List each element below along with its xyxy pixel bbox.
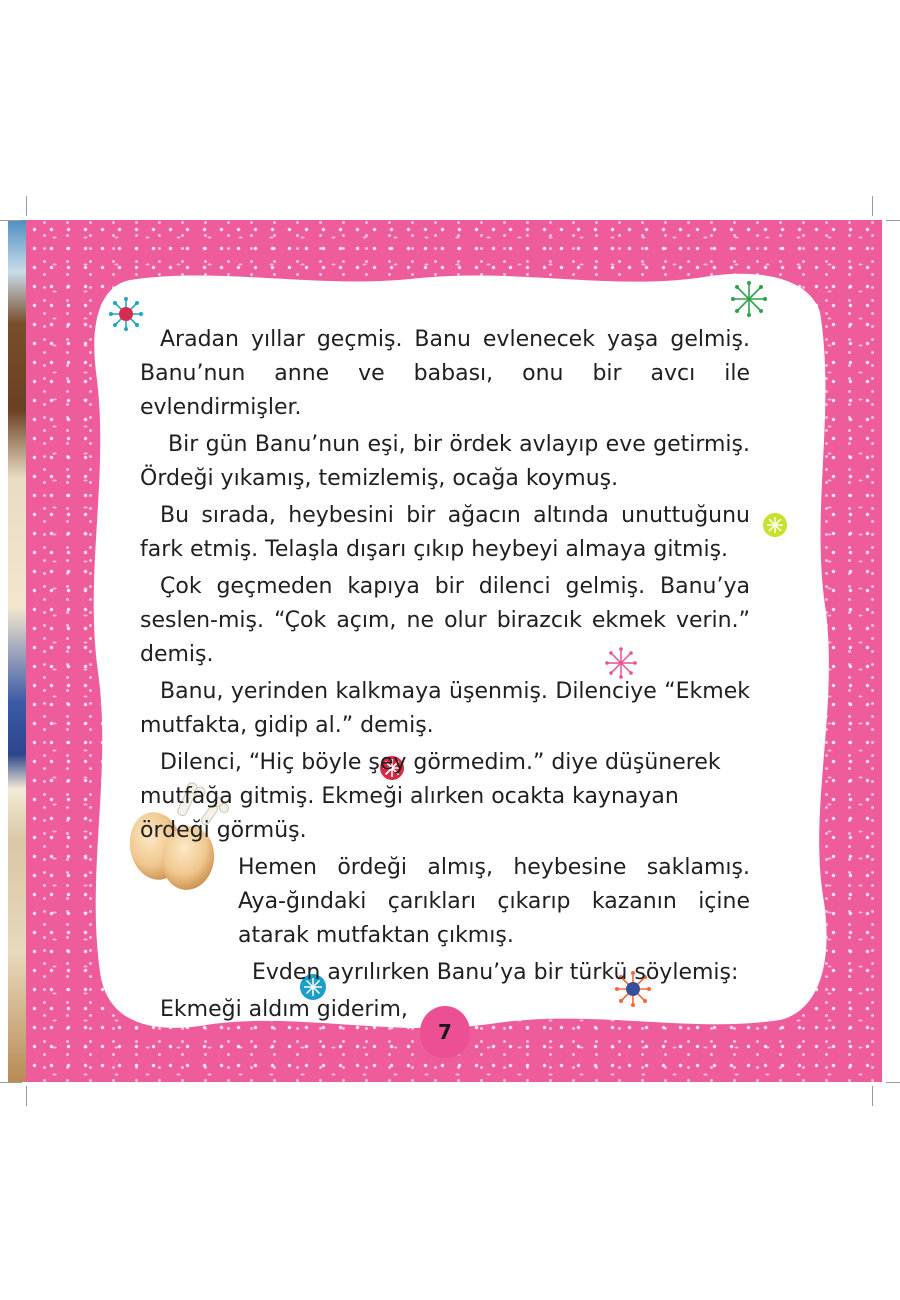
sparkle-icon	[760, 510, 790, 540]
crop-mark	[872, 1086, 873, 1106]
story-text	[140, 323, 750, 1030]
crop-mark	[872, 196, 873, 216]
story-paragraph: Ekmeği aldım giderim,	[160, 997, 408, 1022]
crop-mark	[0, 1082, 22, 1083]
sparkle-icon	[108, 296, 144, 332]
story-paragraph: Dilenci, “Hiç böyle şey görmedim.” diye düşünerek mutfağa gitmiş. Ekmeği alırken ocakta kaynayan ördeği görmüş.	[140, 750, 721, 843]
sparkle-icon	[730, 280, 768, 318]
story-paragraph: Evden ayrılırken Banu’ya bir türkü söylemiş:	[252, 960, 739, 985]
story-paragraph: Çok geçmeden kapıya bir dilenci gelmiş. Banu’ya seslen-miş. “Çok açım, ne olur birazcık ekmek verin.” demiş.	[140, 574, 750, 667]
story-paragraph: Bu sırada, heybesini bir ağacın altında unuttuğunu fark etmiş. Telaşla dışarı çıkıp heybeyi almaya gitmiş.	[140, 503, 750, 562]
crop-mark	[886, 220, 900, 221]
left-page-edge	[8, 220, 28, 1082]
crop-mark	[0, 220, 22, 221]
crop-mark	[886, 1082, 900, 1083]
crop-mark	[26, 1086, 27, 1106]
crop-mark	[26, 196, 27, 216]
story-paragraph: Hemen ördeği almış, heybesine saklamış. Aya-ğındaki çarıkları çıkarıp kazanın içine atarak mutfaktan çıkmış.	[238, 855, 750, 948]
story-paragraph: Banu, yerinden kalkmaya üşenmiş. Dilenciye “Ekmek mutfakta, gidip al.” demiş.	[140, 679, 750, 738]
story-paragraph: Aradan yıllar geçmiş. Banu evlenecek yaşa gelmiş. Banu’nun anne ve babası, onu bir avcı ile evlendirmişler.	[140, 327, 750, 420]
story-paragraph: Bir gün Banu’nun eşi, bir ördek avlayıp eve getirmiş. Ördeği yıkamış, temizlemiş, ocağa koymuş.	[140, 432, 750, 491]
page-number: 7	[438, 1020, 452, 1044]
page-number-badge	[420, 1006, 470, 1058]
